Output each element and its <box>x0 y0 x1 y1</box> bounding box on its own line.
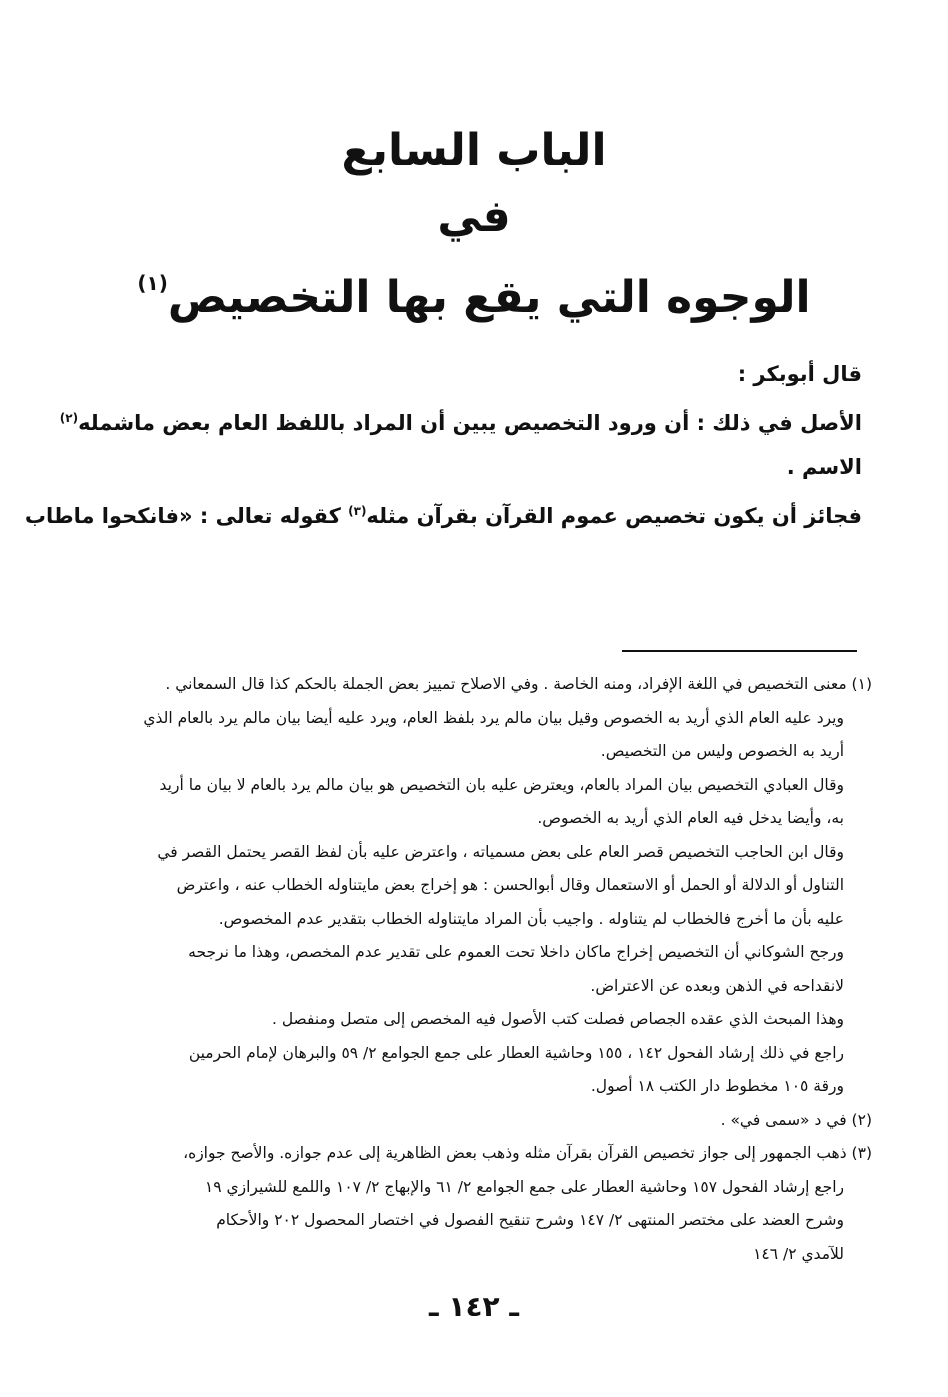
body-line-text: كقوله تعالى : «فانكحوا ماطاب <box>24 504 349 528</box>
footnote-line: به، وأيضا يدخل فيه العام الذي أريد به الخصوص. <box>537 809 844 827</box>
footnotes <box>124 668 872 1271</box>
chapter-title-text: الوجوه التي يقع بها التخصيص <box>167 272 811 323</box>
footnote-line: راجع في ذلك إرشاد الفحول ١٤٢ ، ١٥٥ وحاشية العطار على جمع الجوامع ٢/ ٥٩ والبرهان لإمام الحرمين <box>188 1043 844 1062</box>
body-line-text: فجائز أن يكون تخصيص عموم القرآن بقرآن مثله <box>366 504 862 528</box>
footnote-separator <box>622 650 857 652</box>
footnote-line: التناول أو الدلالة أو الحمل أو الاستعمال وقال أبوالحسن : هو إخراج بعض مايتناوله الخطاب عنه ، واعترض <box>176 876 844 894</box>
footnote-line: وهذا المبحث الذي عقده الجصاص فصلت كتب الأصول فيه المخصص إلى متصل ومنفصل . <box>271 1010 844 1028</box>
chapter-title-line-2: في <box>437 191 511 242</box>
footnote-ref: (٢) <box>59 411 79 425</box>
body-line-text: الاسم . <box>786 455 862 479</box>
body-line-text: الأصل في ذلك : أن ورود التخصيص يبين أن المراد باللفظ العام بعض ماشمله <box>78 411 862 435</box>
footnote-line: راجع إرشاد الفحول ١٥٧ وحاشية العطار على جمع الجوامع ٢/ ٦١ والإبهاج ٢/ ١٠٧ واللمع للشيرازي ١٩ <box>204 1177 844 1196</box>
footnote-line: ورقة ١٠٥ مخطوط دار الكتب ١٨ أصول. <box>590 1077 844 1095</box>
footnote-line: أريد به الخصوص وليس من التخصيص. <box>600 742 844 760</box>
footnote-line: للآمدي ٢/ ١٤٦ <box>753 1244 844 1263</box>
body-line <box>102 445 862 489</box>
footnote-ref: (١) <box>137 271 168 295</box>
body-line <box>24 489 862 538</box>
body-line-text: قال أبوبكر : <box>737 362 862 386</box>
body-line <box>59 396 862 445</box>
footnote-line: عليه بأن ما أخرج فالخطاب لم يتناوله . واجيب بأن المراد مايتناوله الخطاب بتقدير عدم المخصوص. <box>218 909 844 928</box>
chapter-title <box>0 118 948 331</box>
footnote-line: (١) معنى التخصيص في اللغة الإفراد، ومنه الخاصة . وفي الاصلاح تمييز بعض الجملة بالحكم كذا قال السمعاني . <box>165 675 872 693</box>
body-text <box>24 352 862 538</box>
body-line <box>102 352 862 396</box>
footnote-line: وقال العبادي التخصيص بيان المراد بالعام، ويعترض عليه بان التخصيص هو بيان مالم يرد بالعام لا بيان ما أريد <box>159 775 844 794</box>
footnote-line: ويرد عليه العام الذي أريد به الخصوص وقيل بيان مالم يرد بلفظ العام، ويرد عليه أيضا بيان مالم يرد بالعام الذي <box>143 708 844 727</box>
footnote-line: (٣) ذهب الجمهور إلى جواز تخصيص القرآن بقرآن مثله وذهب بعض الظاهرية إلى عدم جوازه. والأصح جوازه، <box>183 1144 872 1162</box>
footnote-line: وشرح العضد على مختصر المنتهى ٢/ ١٤٧ وشرح تنقيح الفصول في اختصار المحصول ٢٠٢ والأحكام <box>216 1211 844 1229</box>
chapter-title-line-3 <box>0 250 948 331</box>
footnote-line: (٢) في د «سمى في» . <box>720 1110 872 1129</box>
footnote-line: لانقداحه في الذهن وبعده عن الاعتراض. <box>590 976 844 995</box>
footnote-ref: (٣) <box>348 504 367 518</box>
chapter-title-line-1: الباب السابع <box>341 125 607 176</box>
footnote-line: وقال ابن الحاجب التخصيص قصر العام على بعض مسمياته ، واعترض عليه بأن لفظ القصر يحتمل القصر في <box>157 842 844 861</box>
footnote-line: ورجح الشوكاني أن التخصيص إخراج ماكان داخلا تحت العموم على تقدير عدم المخصص، وهذا ما نرجحه <box>188 943 844 961</box>
page-number: ـ ١٤٢ ـ <box>429 1290 519 1323</box>
